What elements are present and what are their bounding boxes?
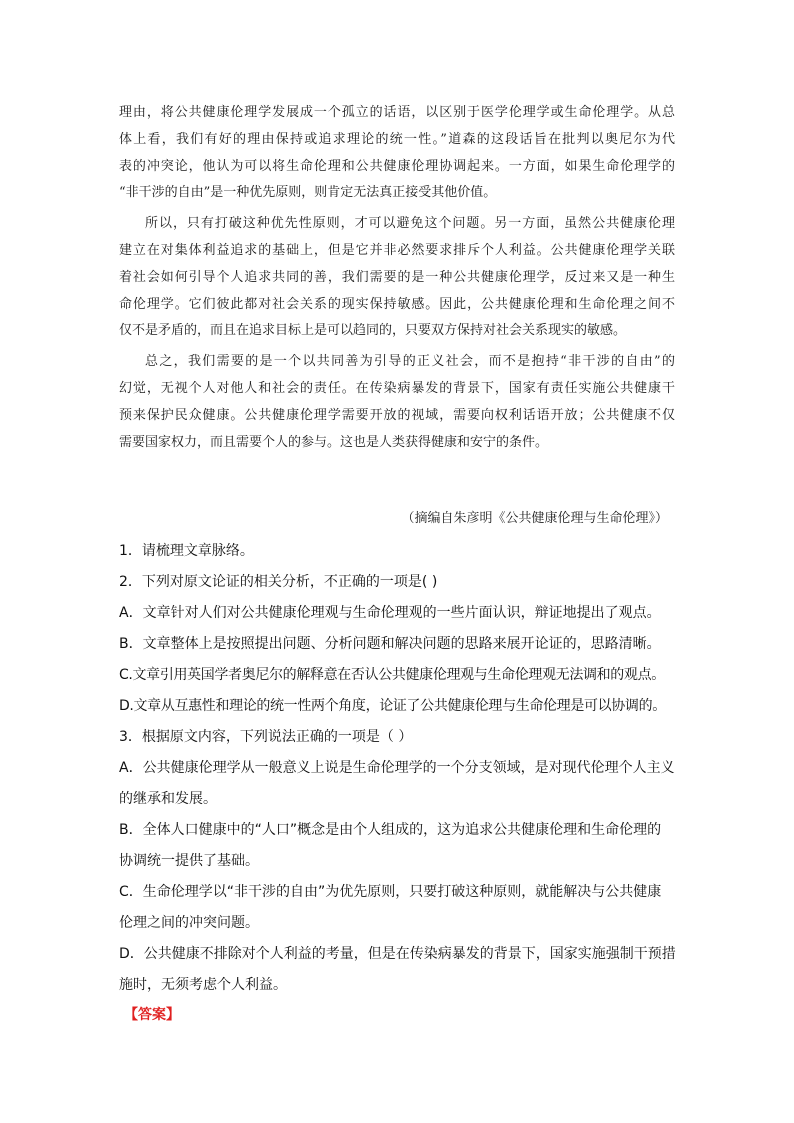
- question-2-option-c: C.文章引用英国学者奥尼尔的解释意在否认公共健康伦理观与生命伦理观无法调和的观点。: [119, 667, 665, 683]
- passage-line: 仅不是矛盾的，而且在追求目标上是可以趋同的，只要双方保持对社会关系现实的敏感。: [119, 323, 627, 339]
- passage-line: 幻觉，无视个人对他人和社会的责任。在传染病暴发的背景下，国家有责任实施公共健康干: [119, 380, 675, 396]
- passage-line: 命伦理学。它们彼此都对社会关系的现实保持敏感。因此，公共健康伦理和生命伦理之间不: [119, 296, 675, 312]
- passage-line: 理由，将公共健康伦理学发展成一个孤立的话语，以区别于医学伦理学或生命伦理学。从总: [119, 105, 675, 120]
- question-3-option-a-line-1: A．公共健康伦理学从一般意义上说是生命伦理学的一个分支领域，是对现代伦理个人主义: [119, 760, 675, 776]
- passage-paragraph-1: [119, 100, 675, 207]
- question-3-option-c-line-2: 伦理之间的冲突问题。: [119, 915, 259, 931]
- passage-source: （摘编自朱彦明《公共健康伦理与生命伦理》）: [401, 511, 668, 526]
- reading-passage: [119, 100, 675, 456]
- question-2-option-d: D.文章从互惠性和理论的统一性两个角度，论证了公共健康伦理与生命伦理是可以协调的。: [119, 698, 666, 714]
- question-3-option-d-line-1: D．公共健康不排除对个人利益的考量，但是在传染病暴发的背景下，国家实施强制干预措: [119, 946, 676, 962]
- passage-line: 体上看，我们有好的理由保持或追求理论的统一性。”道森的这段话旨在批判以奥尼尔为代: [119, 131, 675, 147]
- question-3-stem: 3．根据原文内容，下列说法正确的一项是（ ）: [119, 729, 413, 745]
- passage-paragraph-3: [119, 349, 675, 456]
- passage-line: 表的冲突论，他认为可以将生命伦理和公共健康伦理协调起来。一方面，如果生命伦理学的: [119, 158, 675, 174]
- question-2-stem: 2．下列对原文论证的相关分析，不正确的一项是( ): [119, 574, 438, 590]
- passage-line: 预来保护民众健康。公共健康伦理学需要开放的视域，需要向权利话语开放；公共健康不仅: [119, 407, 675, 423]
- question-3-option-a-line-2: 的继承和发展。: [119, 791, 217, 807]
- question-3-option-b-line-2: 协调统一提供了基础。: [119, 853, 259, 869]
- question-2-option-b: B．文章整体上是按照提出问题、分析问题和解决问题的思路来展开论证的，思路清晰。: [119, 636, 661, 652]
- question-3-option-b-line-1: B．全体人口健康中的“人口”概念是由个人组成的，这为追求公共健康伦理和生命伦理的: [119, 822, 662, 838]
- question-1: 1．请梳理文章脉络。: [119, 543, 254, 559]
- passage-line: 总之，我们需要的是一个以共同善为引导的正义社会，而不是抱持“非干涉的自由”的: [145, 354, 675, 370]
- passage-line: 所以，只有打破这种优先性原则，才可以避免这个问题。另一方面，虽然公共健康伦理: [145, 216, 675, 232]
- question-2-option-a: A．文章针对人们对公共健康伦理观与生命伦理观的一些片面认识，辩证地提出了观点。: [119, 605, 661, 621]
- answer-label: 【答案】: [124, 1007, 180, 1023]
- question-list: [119, 536, 677, 1001]
- passage-line: 需要国家权力，而且需要个人的参与。这也是人类获得健康和安宁的条件。: [119, 434, 549, 450]
- question-3-option-d-line-2: 施时，无须考虑个人利益。: [119, 977, 287, 993]
- passage-paragraph-2: [119, 211, 675, 345]
- passage-line: “非干涉的自由”是一种优先原则，则肯定无法真正接受其他价值。: [119, 185, 497, 201]
- passage-line: 建立在对集体利益追求的基础上，但是它并非必然要求排斥个人利益。公共健康伦理学关联: [119, 242, 675, 258]
- question-3-option-c-line-1: C．生命伦理学以“非干涉的自由”为优先原则，只要打破这种原则，就能解决与公共健康: [119, 884, 662, 900]
- passage-line: 着社会如何引导个人追求共同的善，我们需要的是一种公共健康伦理学，反过来又是一种生: [119, 269, 675, 285]
